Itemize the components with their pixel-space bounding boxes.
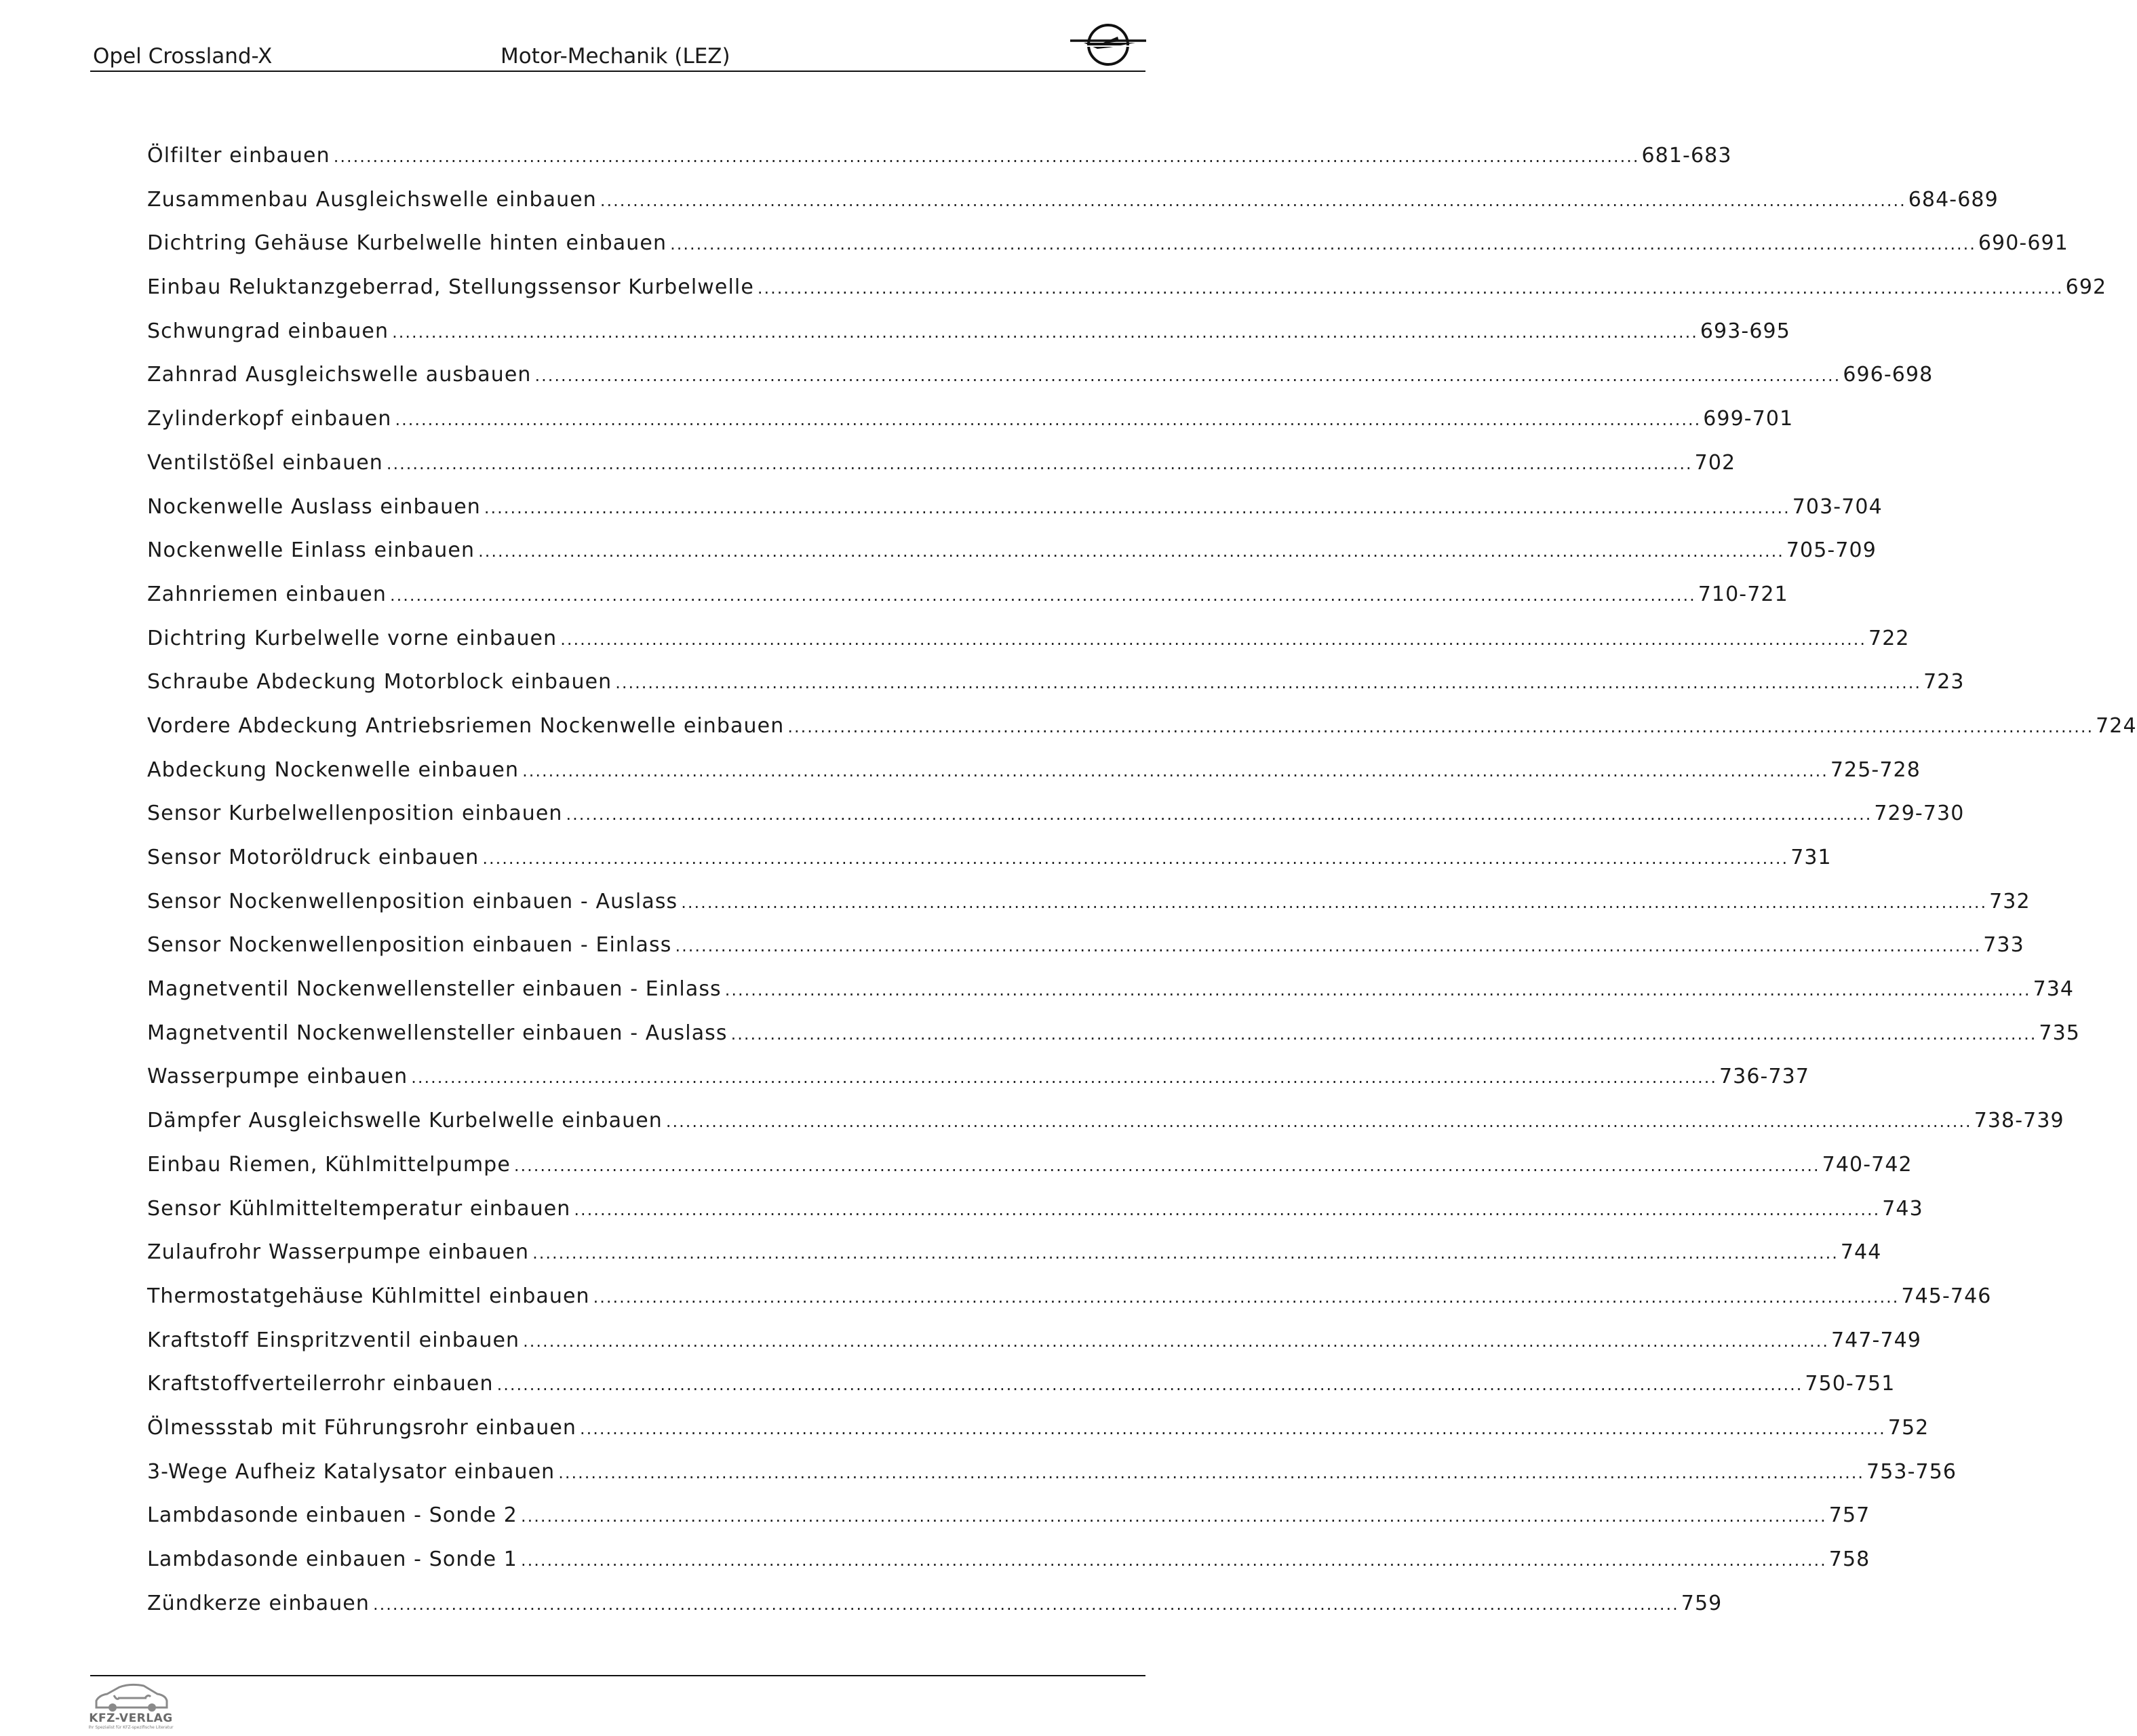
toc-dot-leader: ........................................................................................................................................................................................................ [520,1551,1827,1570]
toc-entry-title: Nockenwelle Auslass einbauen [147,494,481,519]
toc-entry [147,363,1934,407]
toc-entry-page: 736-737 [1719,1065,1810,1089]
toc-entry-title: Magnetventil Nockenwellensteller einbauen - Auslass [147,1021,728,1045]
toc-entry-page: 759 [1681,1591,1723,1615]
toc-entry-title: Thermostatgehäuse Kühlmittel einbauen [147,1284,590,1308]
toc-entry [147,933,2024,977]
toc-entry-title: Ventilstößel einbauen [147,450,383,475]
toc-entry [147,1503,1870,1547]
toc-entry-title: Zylinderkopf einbauen [147,407,392,431]
toc-entry-page: 693-695 [1700,319,1790,343]
table-of-contents [147,144,2137,1635]
toc-entry-title: Sensor Kühlmitteltemperatur einbauen [147,1196,571,1221]
toc-entry [147,1547,1870,1592]
toc-dot-leader: ........................................................................................................................................................................................................ [395,410,1702,430]
toc-entry [147,1065,1810,1109]
toc-dot-leader: ........................................................................................................................................................................................................ [675,936,1982,956]
toc-entry-page: 757 [1828,1503,1870,1528]
toc-entry-page: 752 [1887,1415,1929,1440]
header-vehicle-title: Opel Crossland-X [93,44,273,68]
toc-entry [147,1372,1896,1416]
toc-dot-leader: ........................................................................................................................................................................................................ [566,805,1873,825]
toc-entry [147,231,2069,275]
toc-entry-page: 702 [1694,450,1736,475]
toc-entry-title: Schraube Abdeckung Motorblock einbauen [147,670,612,694]
toc-dot-leader: ........................................................................................................................................................................................................ [523,1331,1829,1351]
toc-entry-title: Sensor Kurbelwellenposition einbauen [147,802,563,826]
toc-entry-title: Schwungrad einbauen [147,319,389,343]
toc-entry [147,1196,1923,1241]
toc-entry-title: Ölmessstab mit Führungsrohr einbauen [147,1415,577,1440]
toc-entry-page: 703-704 [1792,494,1883,519]
toc-entry-title: Kraftstoffverteilerrohr einbauen [147,1372,494,1396]
toc-entry-page: 684-689 [1908,187,1999,212]
toc-dot-leader: ........................................................................................................................................................................................................ [615,673,1922,693]
footer-tagline: Ihr Spezialist für KFZ-spezifische Literatur [88,1725,174,1730]
toc-entry [147,1021,2080,1065]
toc-entry-page: 724 [2096,713,2137,738]
toc-entry-page: 690-691 [1978,231,2069,256]
toc-dot-leader: ........................................................................................................................................................................................................ [558,1463,1865,1482]
toc-entry-page: 758 [1828,1547,1870,1571]
car-wrench-logo-icon [87,1680,175,1733]
toc-entry [147,1240,1882,1284]
toc-dot-leader: ........................................................................................................................................................................................................ [522,761,1828,781]
toc-entry [147,889,2031,934]
toc-entry-page: 750-751 [1805,1372,1896,1396]
footer-divider [90,1675,1145,1676]
toc-dot-leader: ........................................................................................................................................................................................................ [392,322,1698,342]
footer-brand: KFZ-VERLAG [89,1712,173,1725]
toc-dot-leader: ........................................................................................................................................................................................................ [386,454,1693,473]
header-section-title: Motor-Mechanik (LEZ) [501,44,730,68]
toc-entry [147,187,1999,232]
toc-entry-title: Dichtring Kurbelwelle vorne einbauen [147,626,557,650]
toc-entry-page: 732 [1989,889,2031,913]
toc-dot-leader: ........................................................................................................................................................................................................ [496,1375,1803,1395]
toc-entry [147,275,2107,319]
toc-entry-page: 729-730 [1874,802,1965,826]
toc-dot-leader: ........................................................................................................................................................................................................ [333,147,1640,166]
toc-entry-page: 744 [1840,1240,1882,1265]
toc-entry-title: Einbau Reluktanzgeberrad, Stellungssensor Kurbelwelle [147,275,754,300]
toc-dot-leader: ........................................................................................................................................................................................................ [560,629,1867,649]
toc-entry [147,1459,1957,1504]
toc-dot-leader: ........................................................................................................................................................................................................ [513,1156,1820,1175]
toc-entry-title: Sensor Motoröldruck einbauen [147,846,479,869]
toc-entry-title: Lambdasonde einbauen - Sonde 1 [147,1547,517,1571]
toc-dot-leader: ........................................................................................................................................................................................................ [681,892,1988,912]
toc-entry-title: Wasserpumpe einbauen [147,1065,408,1089]
toc-entry [147,757,1921,802]
toc-dot-leader: ........................................................................................................................................................................................................ [389,585,1696,605]
toc-dot-leader: ........................................................................................................................................................................................................ [593,1287,1900,1307]
toc-dot-leader: ........................................................................................................................................................................................................ [730,1024,2037,1044]
toc-entry [147,670,1965,714]
toc-entry-page: 723 [1923,670,1965,694]
toc-entry-title: Ölfilter einbauen [147,144,330,167]
toc-entry-title: Sensor Nockenwellenposition einbauen - Einlass [147,933,672,958]
toc-entry-page: 705-709 [1786,538,1877,563]
toc-entry-title: Zusammenbau Ausgleichswelle einbauen [147,187,597,212]
toc-dot-leader: ........................................................................................................................................................................................................ [411,1068,1717,1088]
toc-entry [147,1591,1723,1636]
toc-entry [147,494,1883,539]
toc-entry [147,407,1794,451]
toc-entry-title: Dämpfer Ausgleichswelle Kurbelwelle einbauen [147,1109,663,1133]
toc-entry-page: 681-683 [1641,144,1732,167]
toc-entry-title: Sensor Nockenwellenposition einbauen - Auslass [147,889,678,913]
toc-entry-title: Zündkerze einbauen [147,1591,370,1615]
page-header [90,42,1145,72]
toc-dot-leader: ........................................................................................................................................................................................................ [580,1419,1886,1438]
toc-entry [147,1328,1921,1373]
toc-entry [147,450,1736,495]
toc-entry-title: 3-Wege Aufheiz Katalysator einbauen [147,1459,555,1484]
toc-dot-leader: ........................................................................................................................................................................................................ [787,717,2094,736]
toc-entry-title: Zulaufrohr Wasserpumpe einbauen [147,1240,530,1265]
toc-entry [147,538,1877,583]
toc-entry [147,1284,1992,1328]
toc-dot-leader: ........................................................................................................................................................................................................ [600,191,1906,210]
header-divider [90,71,1145,72]
toc-dot-leader: ........................................................................................................................................................................................................ [665,1112,1972,1132]
toc-entry-title: Abdeckung Nockenwelle einbauen [147,757,519,782]
toc-entry-title: Einbau Riemen, Kühlmittelpumpe [147,1152,511,1177]
toc-entry-page: 699-701 [1703,407,1794,431]
toc-entry-page: 743 [1882,1196,1923,1221]
toc-entry-page: 733 [1983,933,2024,958]
toc-entry-title: Nockenwelle Einlass einbauen [147,538,475,563]
toc-entry-page: 747-749 [1830,1328,1921,1352]
toc-entry [147,1152,1913,1197]
toc-dot-leader: ........................................................................................................................................................................................................ [484,498,1790,517]
toc-dot-leader: ........................................................................................................................................................................................................ [534,366,1841,386]
toc-entry-title: Lambdasonde einbauen - Sonde 2 [147,1503,517,1528]
toc-dot-leader: ........................................................................................................................................................................................................ [724,981,2031,1000]
toc-entry [147,582,1788,627]
toc-entry-page: 710-721 [1698,582,1788,606]
toc-entry-page: 731 [1790,846,1832,869]
toc-dot-leader: ........................................................................................................................................................................................................ [372,1594,1679,1614]
toc-entry-page: 692 [2065,275,2107,300]
toc-entry-title: Dichtring Gehäuse Kurbelwelle hinten einbauen [147,231,667,256]
toc-dot-leader: ........................................................................................................................................................................................................ [574,1200,1881,1219]
toc-entry [147,144,1732,188]
toc-dot-leader: ........................................................................................................................................................................................................ [478,542,1784,561]
toc-entry-page: 734 [2033,977,2075,1002]
toc-dot-leader: ........................................................................................................................................................................................................ [670,235,1976,254]
opel-blitz-logo-icon [1070,20,1146,69]
toc-entry-page: 696-698 [1843,363,1934,387]
toc-entry-page: 725-728 [1830,757,1921,782]
toc-entry [147,977,2075,1021]
toc-entry-title: Kraftstoff Einspritzventil einbauen [147,1328,520,1352]
toc-dot-leader: ........................................................................................................................................................................................................ [532,1244,1839,1263]
toc-entry [147,626,1910,671]
toc-entry-page: 740-742 [1822,1152,1913,1177]
toc-entry-page: 745-746 [1901,1284,1992,1308]
toc-dot-leader: ........................................................................................................................................................................................................ [482,849,1789,868]
toc-entry-page: 735 [2039,1021,2080,1045]
toc-entry [147,1109,2064,1153]
toc-entry-page: 753-756 [1866,1459,1957,1484]
toc-entry-title: Vordere Abdeckung Antriebsriemen Nockenwelle einbauen [147,713,785,738]
toc-dot-leader: ........................................................................................................................................................................................................ [520,1507,1827,1526]
toc-entry [147,846,1832,890]
toc-dot-leader: ........................................................................................................................................................................................................ [757,279,2064,298]
toc-entry-page: 738-739 [1974,1109,2064,1133]
toc-entry-title: Zahnrad Ausgleichswelle ausbauen [147,363,532,387]
toc-entry-title: Magnetventil Nockenwellensteller einbauen - Einlass [147,977,722,1002]
toc-entry-title: Zahnriemen einbauen [147,582,387,606]
toc-entry [147,713,2137,758]
toc-entry [147,319,1790,363]
toc-entry [147,802,1965,846]
toc-entry [147,1415,1929,1460]
toc-entry-page: 722 [1868,626,1910,650]
